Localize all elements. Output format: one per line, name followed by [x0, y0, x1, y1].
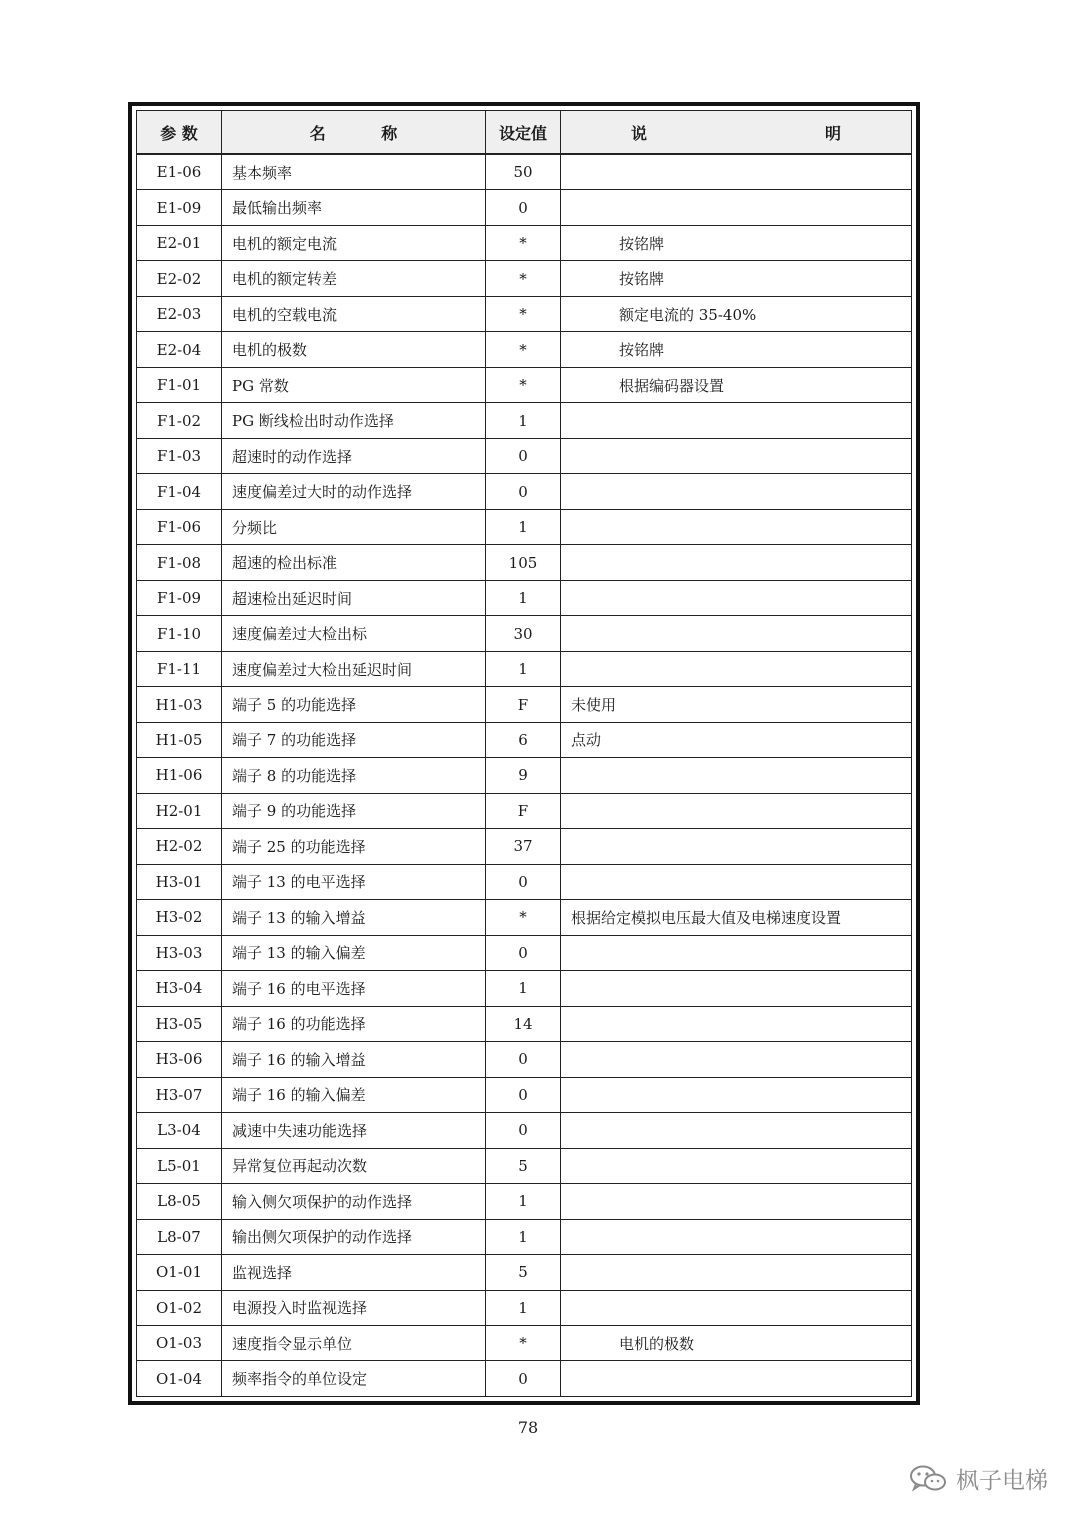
- param-value: 9: [486, 758, 561, 793]
- table-row: [137, 296, 912, 331]
- param-description: [561, 793, 912, 828]
- parameter-table-frame: [128, 102, 920, 1405]
- param-value: 0: [486, 474, 561, 509]
- param-name: 端子 8 的功能选择: [222, 758, 486, 793]
- param-value: 0: [486, 1113, 561, 1148]
- param-code: H3-05: [137, 1006, 222, 1041]
- param-value: 0: [486, 1042, 561, 1077]
- param-code: H1-05: [137, 722, 222, 757]
- param-code: H3-02: [137, 900, 222, 935]
- table-row: [137, 403, 912, 438]
- param-name: 输出侧欠项保护的动作选择: [222, 1219, 486, 1254]
- param-name: 速度偏差过大时的动作选择: [222, 474, 486, 509]
- param-description: [561, 971, 912, 1006]
- param-code: F1-06: [137, 509, 222, 544]
- param-description: 根据给定模拟电压最大值及电梯速度设置: [561, 900, 912, 935]
- param-description: [561, 1006, 912, 1041]
- param-name: 超速时的动作选择: [222, 438, 486, 473]
- table-body: [137, 154, 912, 1397]
- param-code: H2-02: [137, 829, 222, 864]
- param-code: E2-02: [137, 261, 222, 296]
- param-value: 30: [486, 616, 561, 651]
- param-code: H2-01: [137, 793, 222, 828]
- header-desc-left: 说: [631, 123, 648, 143]
- param-description: [561, 829, 912, 864]
- param-code: F1-08: [137, 545, 222, 580]
- table-row: [137, 1042, 912, 1077]
- param-name: 速度指令显示单位: [222, 1325, 486, 1360]
- table-row: [137, 935, 912, 970]
- param-description: 未使用: [561, 687, 912, 722]
- param-code: E1-09: [137, 190, 222, 225]
- table-row: [137, 509, 912, 544]
- table-row: [137, 758, 912, 793]
- param-name: 端子 5 的功能选择: [222, 687, 486, 722]
- param-description: [561, 403, 912, 438]
- param-code: O1-03: [137, 1325, 222, 1360]
- param-value: F: [486, 793, 561, 828]
- table-row: [137, 616, 912, 651]
- header-code: 参 数: [137, 111, 222, 155]
- table-row: [137, 332, 912, 367]
- param-code: H3-03: [137, 935, 222, 970]
- param-name: PG 断线检出时动作选择: [222, 403, 486, 438]
- table-row: [137, 190, 912, 225]
- watermark: [908, 1462, 1048, 1495]
- param-code: F1-10: [137, 616, 222, 651]
- param-value: 50: [486, 154, 561, 190]
- param-description: [561, 616, 912, 651]
- table-row: [137, 154, 912, 190]
- param-value: 14: [486, 1006, 561, 1041]
- table-row: [137, 1184, 912, 1219]
- table-row: [137, 971, 912, 1006]
- param-description: [561, 1077, 912, 1112]
- param-description: 根据编码器设置: [561, 367, 912, 402]
- param-code: L3-04: [137, 1113, 222, 1148]
- table-row: [137, 829, 912, 864]
- param-code: H1-06: [137, 758, 222, 793]
- param-description: [561, 438, 912, 473]
- param-description: 按铭牌: [561, 225, 912, 260]
- watermark-text: 枫子电梯: [956, 1468, 1048, 1494]
- param-description: 点动: [561, 722, 912, 757]
- param-name: 端子 25 的功能选择: [222, 829, 486, 864]
- param-value: *: [486, 1325, 561, 1360]
- param-value: 1: [486, 651, 561, 686]
- param-name: PG 常数: [222, 367, 486, 402]
- param-description: [561, 1113, 912, 1148]
- param-name: 基本频率: [222, 154, 486, 190]
- param-name: 电机的额定转差: [222, 261, 486, 296]
- param-code: L8-05: [137, 1184, 222, 1219]
- param-value: 0: [486, 438, 561, 473]
- table-row: [137, 1113, 912, 1148]
- table-row: [137, 580, 912, 615]
- param-description: 按铭牌: [561, 332, 912, 367]
- param-description: 额定电流的 35-40%: [561, 296, 912, 331]
- param-value: 37: [486, 829, 561, 864]
- table-header: [137, 111, 912, 155]
- param-name: 超速检出延迟时间: [222, 580, 486, 615]
- param-description: [561, 1184, 912, 1219]
- param-value: 1: [486, 509, 561, 544]
- param-name: 监视选择: [222, 1255, 486, 1290]
- param-description: [561, 935, 912, 970]
- table-row: [137, 1077, 912, 1112]
- header-description: [561, 111, 912, 155]
- param-code: F1-04: [137, 474, 222, 509]
- param-code: O1-01: [137, 1255, 222, 1290]
- param-code: E1-06: [137, 154, 222, 190]
- table-row: [137, 864, 912, 899]
- param-description: [561, 864, 912, 899]
- param-name: 减速中失速功能选择: [222, 1113, 486, 1148]
- table-row: [137, 261, 912, 296]
- param-description: [561, 1290, 912, 1325]
- param-value: 0: [486, 190, 561, 225]
- param-name: 电机的空载电流: [222, 296, 486, 331]
- param-name: 超速的检出标准: [222, 545, 486, 580]
- param-code: F1-02: [137, 403, 222, 438]
- param-name: 端子 16 的功能选择: [222, 1006, 486, 1041]
- header-name-left: 名: [309, 123, 326, 143]
- page-number: 78: [517, 1418, 539, 1437]
- param-value: *: [486, 296, 561, 331]
- table-row: [137, 367, 912, 402]
- param-value: *: [486, 367, 561, 402]
- param-value: *: [486, 332, 561, 367]
- param-description: [561, 1148, 912, 1183]
- param-description: [561, 509, 912, 544]
- param-value: 6: [486, 722, 561, 757]
- param-name: 端子 16 的输入增益: [222, 1042, 486, 1077]
- param-description: [561, 1361, 912, 1397]
- param-value: 1: [486, 971, 561, 1006]
- param-code: O1-02: [137, 1290, 222, 1325]
- param-code: E2-03: [137, 296, 222, 331]
- param-code: H3-06: [137, 1042, 222, 1077]
- param-code: F1-09: [137, 580, 222, 615]
- param-value: 5: [486, 1255, 561, 1290]
- table-row: [137, 1219, 912, 1254]
- param-description: [561, 190, 912, 225]
- param-name: 电机的极数: [222, 332, 486, 367]
- param-name: 端子 13 的输入偏差: [222, 935, 486, 970]
- param-name: 电源投入时监视选择: [222, 1290, 486, 1325]
- table-row: [137, 225, 912, 260]
- param-value: *: [486, 261, 561, 296]
- param-code: E2-04: [137, 332, 222, 367]
- param-code: H3-04: [137, 971, 222, 1006]
- param-name: 端子 13 的输入增益: [222, 900, 486, 935]
- param-code: H1-03: [137, 687, 222, 722]
- param-name: 速度偏差过大检出标: [222, 616, 486, 651]
- table-row: [137, 545, 912, 580]
- param-code: F1-11: [137, 651, 222, 686]
- table-row: [137, 1255, 912, 1290]
- param-value: 0: [486, 864, 561, 899]
- param-description: [561, 1219, 912, 1254]
- param-name: 端子 9 的功能选择: [222, 793, 486, 828]
- param-code: F1-01: [137, 367, 222, 402]
- param-value: 1: [486, 403, 561, 438]
- param-value: 0: [486, 935, 561, 970]
- param-code: L8-07: [137, 1219, 222, 1254]
- table-row: [137, 1361, 912, 1397]
- param-name: 异常复位再起动次数: [222, 1148, 486, 1183]
- table-row: [137, 722, 912, 757]
- table-row: [137, 474, 912, 509]
- param-code: O1-04: [137, 1361, 222, 1397]
- table-row: [137, 687, 912, 722]
- table-row: [137, 1290, 912, 1325]
- param-name: 输入侧欠项保护的动作选择: [222, 1184, 486, 1219]
- param-description: [561, 154, 912, 190]
- table-row: [137, 438, 912, 473]
- param-description: [561, 580, 912, 615]
- param-description: 电机的极数: [561, 1325, 912, 1360]
- param-name: 端子 13 的电平选择: [222, 864, 486, 899]
- param-value: 105: [486, 545, 561, 580]
- param-value: 0: [486, 1077, 561, 1112]
- table-row: [137, 1148, 912, 1183]
- param-value: 1: [486, 1219, 561, 1254]
- wechat-icon: [908, 1464, 948, 1494]
- param-description: [561, 1255, 912, 1290]
- table-row: [137, 1325, 912, 1360]
- param-description: 按铭牌: [561, 261, 912, 296]
- param-value: 1: [486, 580, 561, 615]
- header-name-right: 称: [381, 123, 398, 143]
- param-description: [561, 1042, 912, 1077]
- table-row: [137, 900, 912, 935]
- param-value: 1: [486, 1290, 561, 1325]
- param-code: H3-01: [137, 864, 222, 899]
- param-value: 1: [486, 1184, 561, 1219]
- param-name: 速度偏差过大检出延迟时间: [222, 651, 486, 686]
- param-value: 5: [486, 1148, 561, 1183]
- header-name: [222, 111, 486, 155]
- param-name: 端子 16 的输入偏差: [222, 1077, 486, 1112]
- param-name: 端子 7 的功能选择: [222, 722, 486, 757]
- header-desc-right: 明: [824, 123, 841, 143]
- table-row: [137, 1006, 912, 1041]
- param-code: F1-03: [137, 438, 222, 473]
- param-code: E2-01: [137, 225, 222, 260]
- param-value: F: [486, 687, 561, 722]
- parameter-table: [136, 110, 912, 1397]
- param-name: 端子 16 的电平选择: [222, 971, 486, 1006]
- param-description: [561, 474, 912, 509]
- param-description: [561, 545, 912, 580]
- param-name: 分频比: [222, 509, 486, 544]
- param-value: *: [486, 900, 561, 935]
- param-value: *: [486, 225, 561, 260]
- param-code: L5-01: [137, 1148, 222, 1183]
- table-row: [137, 651, 912, 686]
- param-description: [561, 758, 912, 793]
- param-code: H3-07: [137, 1077, 222, 1112]
- param-value: 0: [486, 1361, 561, 1397]
- param-name: 最低输出频率: [222, 190, 486, 225]
- param-name: 频率指令的单位设定: [222, 1361, 486, 1397]
- table-row: [137, 793, 912, 828]
- header-value: 设定值: [486, 111, 561, 155]
- param-name: 电机的额定电流: [222, 225, 486, 260]
- param-description: [561, 651, 912, 686]
